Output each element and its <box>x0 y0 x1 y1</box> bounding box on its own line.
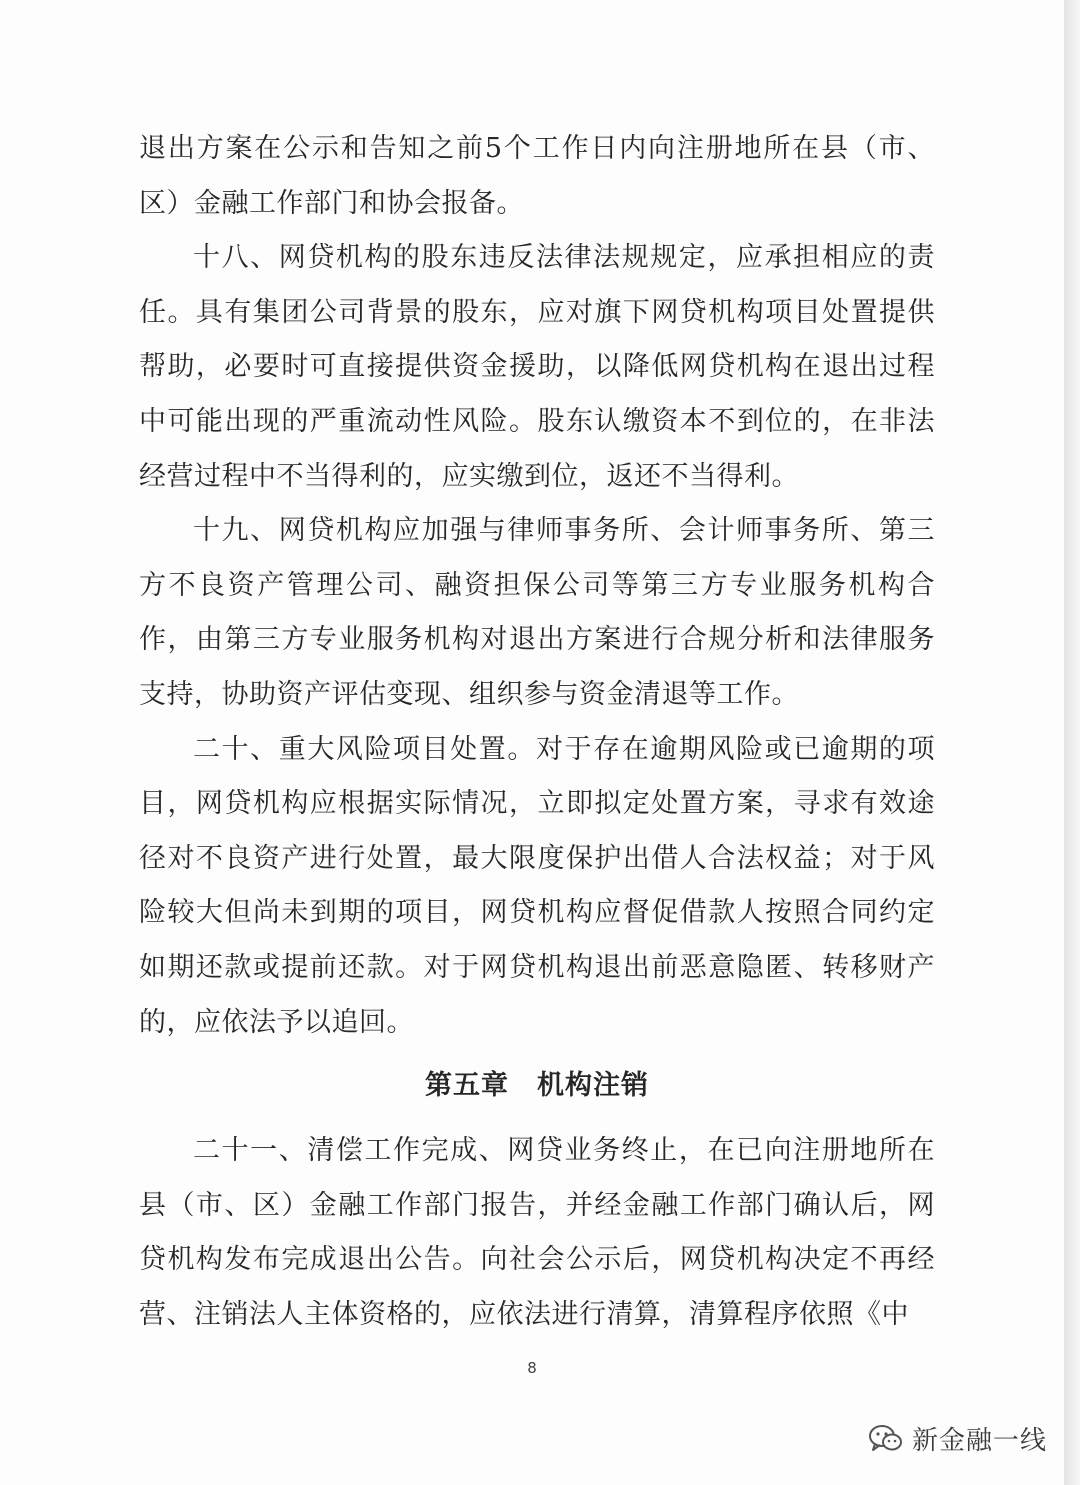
page-edge-shadow <box>1064 0 1080 1485</box>
wechat-account-icon <box>868 1424 904 1454</box>
paragraph-article-19: 十九、网贷机构应加强与律师事务所、会计师事务所、第三方不良资产管理公司、融资担保公司等第三方专业服务机构合作，由第三方专业服务机构对退出方案进行合规分析和法律服务支持，协助资产评估变现、组织参与资金清退等工作。 <box>139 515 935 710</box>
chapter-heading: 第五章 机构注销 <box>425 1070 649 1102</box>
paragraph-article-20: 二十、重大风险项目处置。对于存在逾期风险或已逾期的项目，网贷机构应根据实际情况，立即拟定处置方案，寻求有效途径对不良资产进行处置，最大限度保护出借人合法权益；对于风险较大但尚未到期的项目，网贷机构应督促借款人按照合同约定如期还款或提前还款。对于网贷机构退出前恶意隐匿、转移财产的，应依法予以追回。 <box>139 733 935 1038</box>
watermark-text: 新金融一线 <box>912 1426 1048 1456</box>
page-number: 8 <box>527 1359 537 1377</box>
document-body <box>139 122 935 1342</box>
paragraph-article-18: 十八、网贷机构的股东违反法律法规规定，应承担相应的责任。具有集团公司背景的股东，应对旗下网贷机构项目处置提供帮助，必要时可直接提供资金援助，以降低网贷机构在退出过程中可能出现的严重流动性风险。股东认缴资本不到位的，在非法经营过程中不当得利的，应实缴到位，返还不当得利。 <box>139 242 935 492</box>
paragraph-article-21: 二十一、清偿工作完成、网贷业务终止，在已向注册地所在县（市、区）金融工作部门报告，并经金融工作部门确认后，网贷机构发布完成退出公告。向社会公示后，网贷机构决定不再经营、注销法人主体资格的，应依法进行清算，清算程序依照《中 <box>139 1135 935 1330</box>
paragraph-continuation: 退出方案在公示和告知之前5个工作日内向注册地所在县（市、区）金融工作部门和协会报备。 <box>139 133 935 219</box>
watermark <box>868 1420 1047 1457</box>
